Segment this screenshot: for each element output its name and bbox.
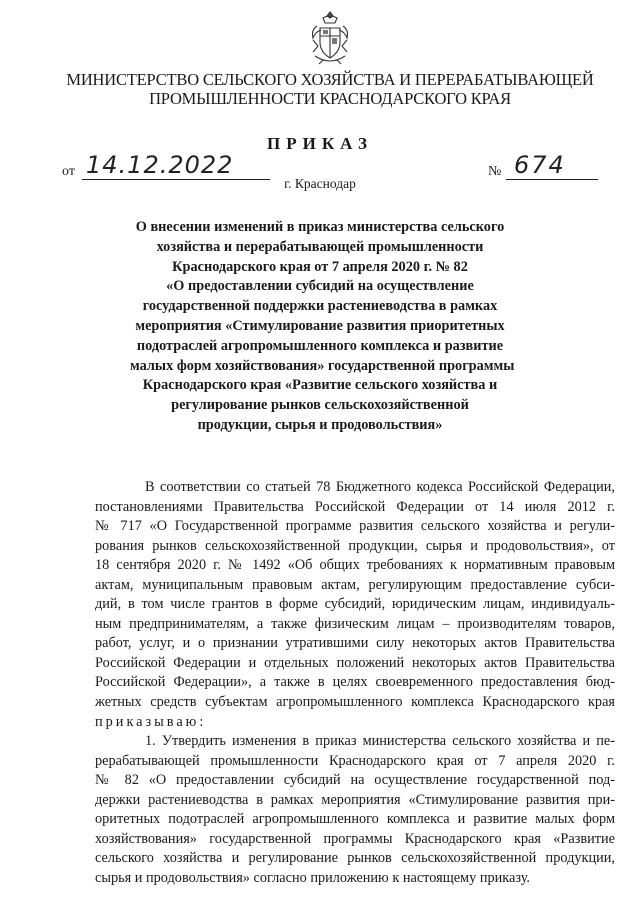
subject-line: продукции, сырья и продовольствия»	[197, 416, 443, 433]
ministry-line-1: МИНИСТЕРСТВО СЕЛЬСКОГО ХОЗЯЙСТВА И ПЕРЕРАБАТЫВАЮЩЕЙ	[66, 70, 594, 89]
body-line: постановлениями Правительства Российской Федерации от 14 июля 2012 г.	[95, 498, 615, 515]
number-value: 674	[514, 151, 566, 179]
body-line: хозяйствования» государственной программы Краснодарского края «Развитие	[95, 830, 615, 847]
body-line: ным предпринимателям, а также физическим лицам – производителям товаров,	[95, 615, 615, 632]
order-body	[95, 478, 615, 888]
ministry-line-2: ПРОМЫШЛЕННОСТИ КРАСНОДАРСКОГО КРАЯ	[149, 89, 511, 108]
subject-line: подотраслей агропромышленного комплекса и развитие	[136, 337, 504, 354]
body-line: № 82 «О предоставлении субсидий на осуществление государственной под-	[95, 772, 615, 789]
subject-line: регулирование рынков сельскохозяйственной	[171, 397, 469, 414]
body-line: держки растениеводства в рамках мероприятия «Стимулирование развития при-	[95, 791, 615, 808]
subject-line: государственной поддержки растениеводства в рамках	[142, 298, 498, 315]
body-line: актам, муниципальным правовым актам, регулирующим предоставление субси-	[95, 576, 615, 593]
body-line: рования рынков сельскохозяйственной продукции, сырья и продовольствия», от	[95, 537, 615, 554]
subject-line: малых форм хозяйствования» государственной программы	[130, 357, 515, 374]
date-value: 14.12.2022	[86, 151, 234, 179]
city-label: г. Краснодар	[284, 176, 356, 191]
subject-line: Краснодарского края от 7 апреля 2020 г. № 82	[172, 258, 468, 275]
subject-line: мероприятия «Стимулирование развития приоритетных	[135, 317, 505, 334]
ministry-header	[60, 70, 600, 108]
order-word: приказываю:	[95, 713, 207, 730]
subject-line: «О предоставлении субсидий на осуществление	[166, 278, 474, 295]
body-line: 1. Утвердить изменения в приказ министерства сельского хозяйства и пе-	[145, 733, 615, 750]
date-label: от	[62, 164, 75, 179]
subject-line: О внесении изменений в приказ министерства сельского	[135, 219, 505, 235]
document-type-title: ПРИКАЗ	[267, 134, 373, 153]
subject-line: хозяйства и перерабатывающей промышленности	[156, 238, 484, 255]
body-line: № 717 «О Государственной программе развития сельского хозяйства и регули-	[95, 518, 615, 535]
body-line: сырья и продовольствия» согласно приложению к настоящему приказу.	[95, 869, 530, 886]
subject-line: Краснодарского края «Развитие сельского хозяйства и	[142, 377, 498, 394]
order-subject	[130, 218, 515, 436]
body-line: работ, услуг, и о признании утратившими силу некоторых актов Правительства	[95, 635, 615, 652]
body-line: Российской Федерации и отдельных положений некоторых актов Правительства	[95, 654, 615, 671]
coat-of-arms-emblem	[309, 10, 351, 66]
body-line: рерабатывающей промышленности Краснодарского края от 7 апреля 2020 г.	[95, 752, 615, 769]
body-line: оритетных подотраслей агропромышленного комплекса и развитие малых форм	[95, 811, 615, 828]
body-line: сельского хозяйства и регулирование рынков сельскохозяйственной продукции,	[95, 850, 615, 867]
body-line: 18 сентября 2020 г. № 1492 «Об общих требованиях к нормативным правовым	[95, 557, 615, 574]
body-line: Российской Федерации», а также в целях своевременного предоставления бюд-	[95, 674, 615, 691]
body-line: дий, в том числе грантов в форме субсидий, юридическим лицам, индивидуаль-	[95, 596, 615, 613]
body-line: жетных средств субъектам агропромышленного комплекса Краснодарского края	[95, 694, 615, 711]
number-label: №	[488, 164, 502, 179]
body-line: В соответствии со статьей 78 Бюджетного кодекса Российской Федерации,	[145, 479, 615, 495]
